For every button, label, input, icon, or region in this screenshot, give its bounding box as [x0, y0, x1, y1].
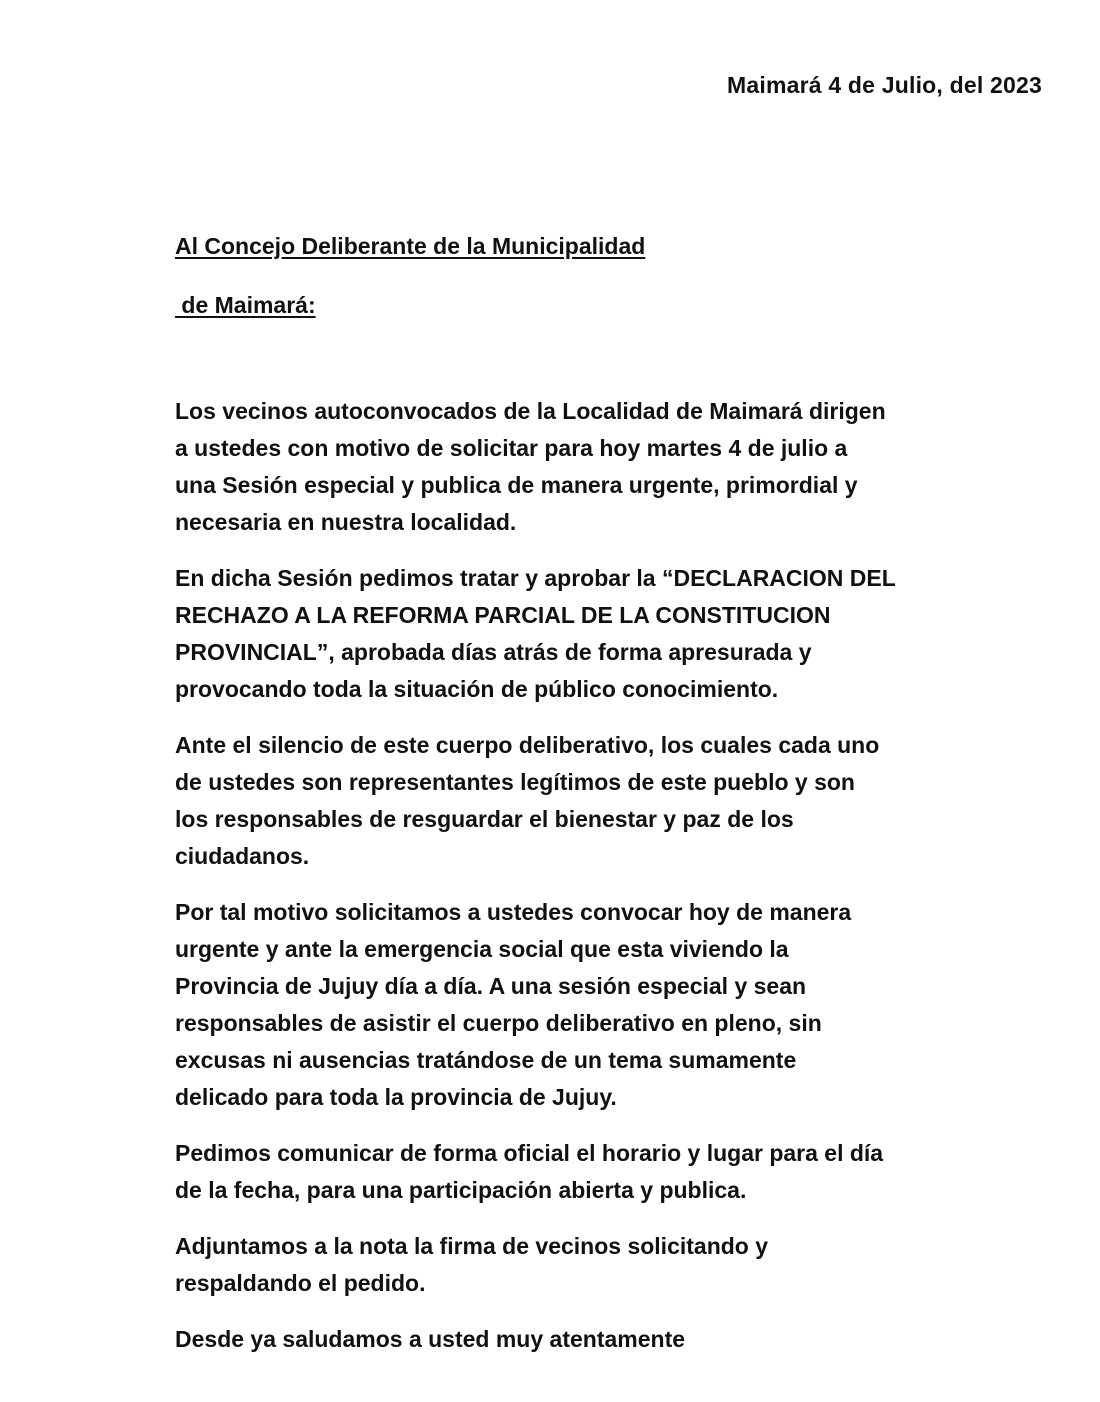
- body-line: una Sesión especial y publica de manera urgente, primordial y: [175, 472, 858, 498]
- letter-date: Maimará 4 de Julio, del 2023: [727, 72, 1042, 98]
- letter-body: [175, 393, 1055, 1377]
- paragraph-declaration: [175, 560, 1055, 708]
- paragraph-request: [175, 393, 1055, 541]
- body-line: necesaria en nuestra localidad.: [175, 509, 517, 535]
- paragraph-closing: [175, 1321, 1055, 1358]
- body-line: RECHAZO A LA REFORMA PARCIAL DE LA CONSTITUCION: [175, 602, 831, 628]
- paragraph-attachment: [175, 1228, 1055, 1302]
- addressee-line-2: de Maimará:: [175, 292, 316, 318]
- paragraph-convocation: [175, 894, 1055, 1116]
- body-line: urgente y ante la emergencia social que esta viviendo la: [175, 936, 789, 962]
- addressee-line-1: Al Concejo Deliberante de la Municipalidad: [175, 233, 646, 259]
- body-line: los responsables de resguardar el bienestar y paz de los: [175, 806, 794, 832]
- body-line: Adjuntamos a la nota la firma de vecinos solicitando y: [175, 1233, 769, 1259]
- body-line: Los vecinos autoconvocados de la Localidad de Maimará dirigen: [175, 398, 886, 424]
- body-line: ciudadanos.: [175, 843, 310, 869]
- paragraph-communication: [175, 1135, 1055, 1209]
- body-line: Pedimos comunicar de forma oficial el horario y lugar para el día: [175, 1140, 884, 1166]
- body-line: de ustedes son representantes legítimos de este pueblo y son: [175, 769, 855, 795]
- body-line: de la fecha, para una participación abierta y publica.: [175, 1177, 747, 1203]
- body-line: provocando toda la situación de público conocimiento.: [175, 676, 779, 702]
- body-line: a ustedes con motivo de solicitar para hoy martes 4 de julio a: [175, 435, 848, 461]
- body-line: Ante el silencio de este cuerpo deliberativo, los cuales cada uno: [175, 732, 880, 758]
- paragraph-silence: [175, 727, 1055, 875]
- body-line: Desde ya saludamos a usted muy atentamente: [175, 1326, 686, 1352]
- body-line: PROVINCIAL”, aprobada días atrás de forma apresurada y: [175, 639, 812, 665]
- body-line: excusas ni ausencias tratándose de un tema sumamente: [175, 1047, 797, 1073]
- body-line: Por tal motivo solicitamos a ustedes convocar hoy de manera: [175, 899, 852, 925]
- body-line: Provincia de Jujuy día a día. A una sesión especial y sean: [175, 973, 807, 999]
- body-line: En dicha Sesión pedimos tratar y aprobar la “DECLARACION DEL: [175, 565, 896, 591]
- body-line: respaldando el pedido.: [175, 1270, 426, 1296]
- body-line: responsables de asistir el cuerpo deliberativo en pleno, sin: [175, 1010, 822, 1036]
- body-line: delicado para toda la provincia de Jujuy.: [175, 1084, 617, 1110]
